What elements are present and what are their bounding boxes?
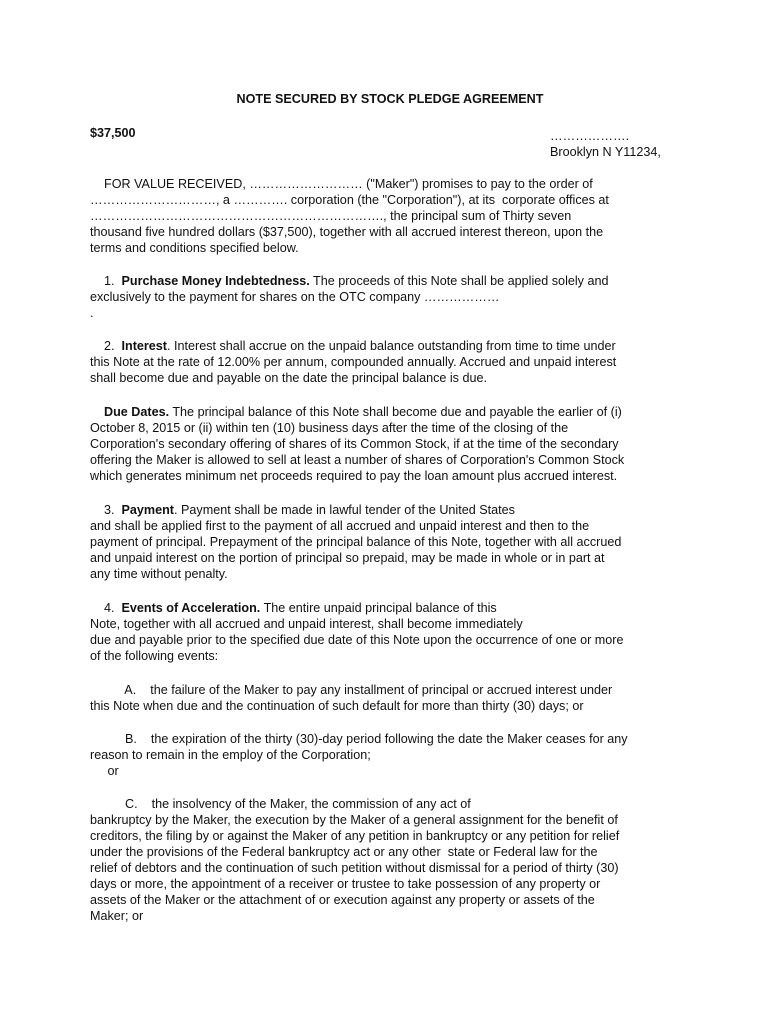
section-4-line: of the following events:	[90, 649, 219, 663]
section-text: . Payment shall be made in lawful tender of the United States	[174, 503, 515, 517]
place-line: ……………….	[550, 129, 630, 143]
place-block	[550, 128, 661, 160]
section-heading: Events of Acceleration.	[121, 601, 261, 615]
intro-line: ……………………………………………………………., the principal sum of Thirty seven	[90, 209, 572, 223]
section-3-line: payment of principal. Prepayment of the principal balance of this Note, together with all accrued	[90, 535, 622, 549]
intro-line: terms and conditions specified below.	[90, 241, 299, 255]
event-c-line: under the provisions of the Federal bankruptcy act or any other state or Federal law for the	[90, 845, 598, 859]
event-a-line: A. the failure of the Maker to pay any installment of principal or accrued interest under	[90, 683, 613, 697]
section-3-line	[90, 502, 515, 518]
section-4-line	[90, 600, 497, 616]
section-number: 2.	[90, 339, 122, 353]
document-page	[90, 0, 690, 1024]
section-1-line: exclusively to the payment for shares on the OTC company ………………	[90, 290, 500, 304]
document-title: NOTE SECURED BY STOCK PLEDGE AGREEMENT	[236, 92, 544, 106]
intro-line: FOR VALUE RECEIVED, ……………………… ("Maker") promises to pay to the order of	[90, 177, 593, 191]
section-heading: Payment	[121, 503, 174, 517]
section-4-line: Note, together with all accrued and unpaid interest, shall become immediately	[90, 617, 523, 631]
section-3-line: and unpaid interest on the portion of principal so prepaid, may be made in whole or in part at	[90, 551, 605, 565]
section-1-line	[90, 273, 608, 289]
due-dates-line: Corporation's secondary offering of shares of its Common Stock, if at the time of the secondary	[90, 437, 619, 451]
section-2-line: shall become due and payable on the date the principal balance is due.	[90, 371, 487, 385]
section-number: 3.	[90, 503, 122, 517]
section-text: The proceeds of this Note shall be applied solely and	[309, 274, 609, 288]
event-c-line: days or more, the appointment of a receiver or trustee to take possession of any property or	[90, 877, 601, 891]
section-2-line: this Note at the rate of 12.00% per annum, compounded annually. Accrued and unpaid interest	[90, 355, 617, 369]
due-dates-line: which generates minimum net proceeds required to pay the loan amount plus accrued interest.	[90, 469, 618, 483]
event-c-line: C. the insolvency of the Maker, the commission of any act of	[90, 797, 471, 811]
section-3-line: any time without penalty.	[90, 567, 228, 581]
event-c-line: relief of debtors and the continuation of such petition without dismissal for a period of thirty (30)	[90, 861, 619, 875]
due-dates-line: October 8, 2015 or (ii) within ten (10) business days after the time of the closing of the	[90, 421, 569, 435]
event-c-line: creditors, the filing by or against the Maker of any petition in bankruptcy or any petition for relief	[90, 829, 620, 843]
section-1-line: .	[90, 306, 94, 320]
section-4-line: due and payable prior to the specified due date of this Note upon the occurrence of one or more	[90, 633, 624, 647]
event-c-line: bankruptcy by the Maker, the execution by the Maker of a general assignment for the benefit of	[90, 813, 618, 827]
section-3-line: and shall be applied first to the payment of all accrued and unpaid interest and then to the	[90, 519, 590, 533]
section-heading: Interest	[121, 339, 167, 353]
section-text: The entire unpaid principal balance of this	[260, 601, 497, 615]
due-dates-line	[90, 404, 622, 420]
section-heading: Due Dates.	[104, 405, 170, 419]
section-number	[90, 405, 104, 419]
section-text: The principal balance of this Note shall become due and payable the earlier of (i)	[169, 405, 622, 419]
section-number: 1.	[90, 274, 122, 288]
event-c-line: assets of the Maker or the attachment of or execution against any property or assets of the	[90, 893, 595, 907]
intro-line: …………………………, a …………. corporation (the "Corporation"), at its corporate offices at	[90, 193, 609, 207]
event-c-line: Maker; or	[90, 909, 144, 923]
event-b-line: reason to remain in the employ of the Corporation;	[90, 748, 371, 762]
section-text: . Interest shall accrue on the unpaid balance outstanding from time to time under	[167, 339, 616, 353]
due-dates-line: offering the Maker is allowed to sell at least a number of shares of Corporation's Common Stock	[90, 453, 625, 467]
event-a-line: this Note when due and the continuation of such default for more than thirty (30) days; or	[90, 699, 584, 713]
note-amount: $37,500	[90, 126, 136, 140]
event-b-line: B. the expiration of the thirty (30)-day period following the date the Maker ceases for any	[90, 732, 628, 746]
intro-line: thousand five hundred dollars ($37,500), together with all accrued interest thereon, upon the	[90, 225, 604, 239]
section-2-line	[90, 338, 616, 354]
section-heading: Purchase Money Indebtedness.	[121, 274, 310, 288]
event-b-line: or	[90, 764, 119, 778]
section-number: 4.	[90, 601, 122, 615]
place-line: Brooklyn N Y11234,	[550, 145, 661, 159]
